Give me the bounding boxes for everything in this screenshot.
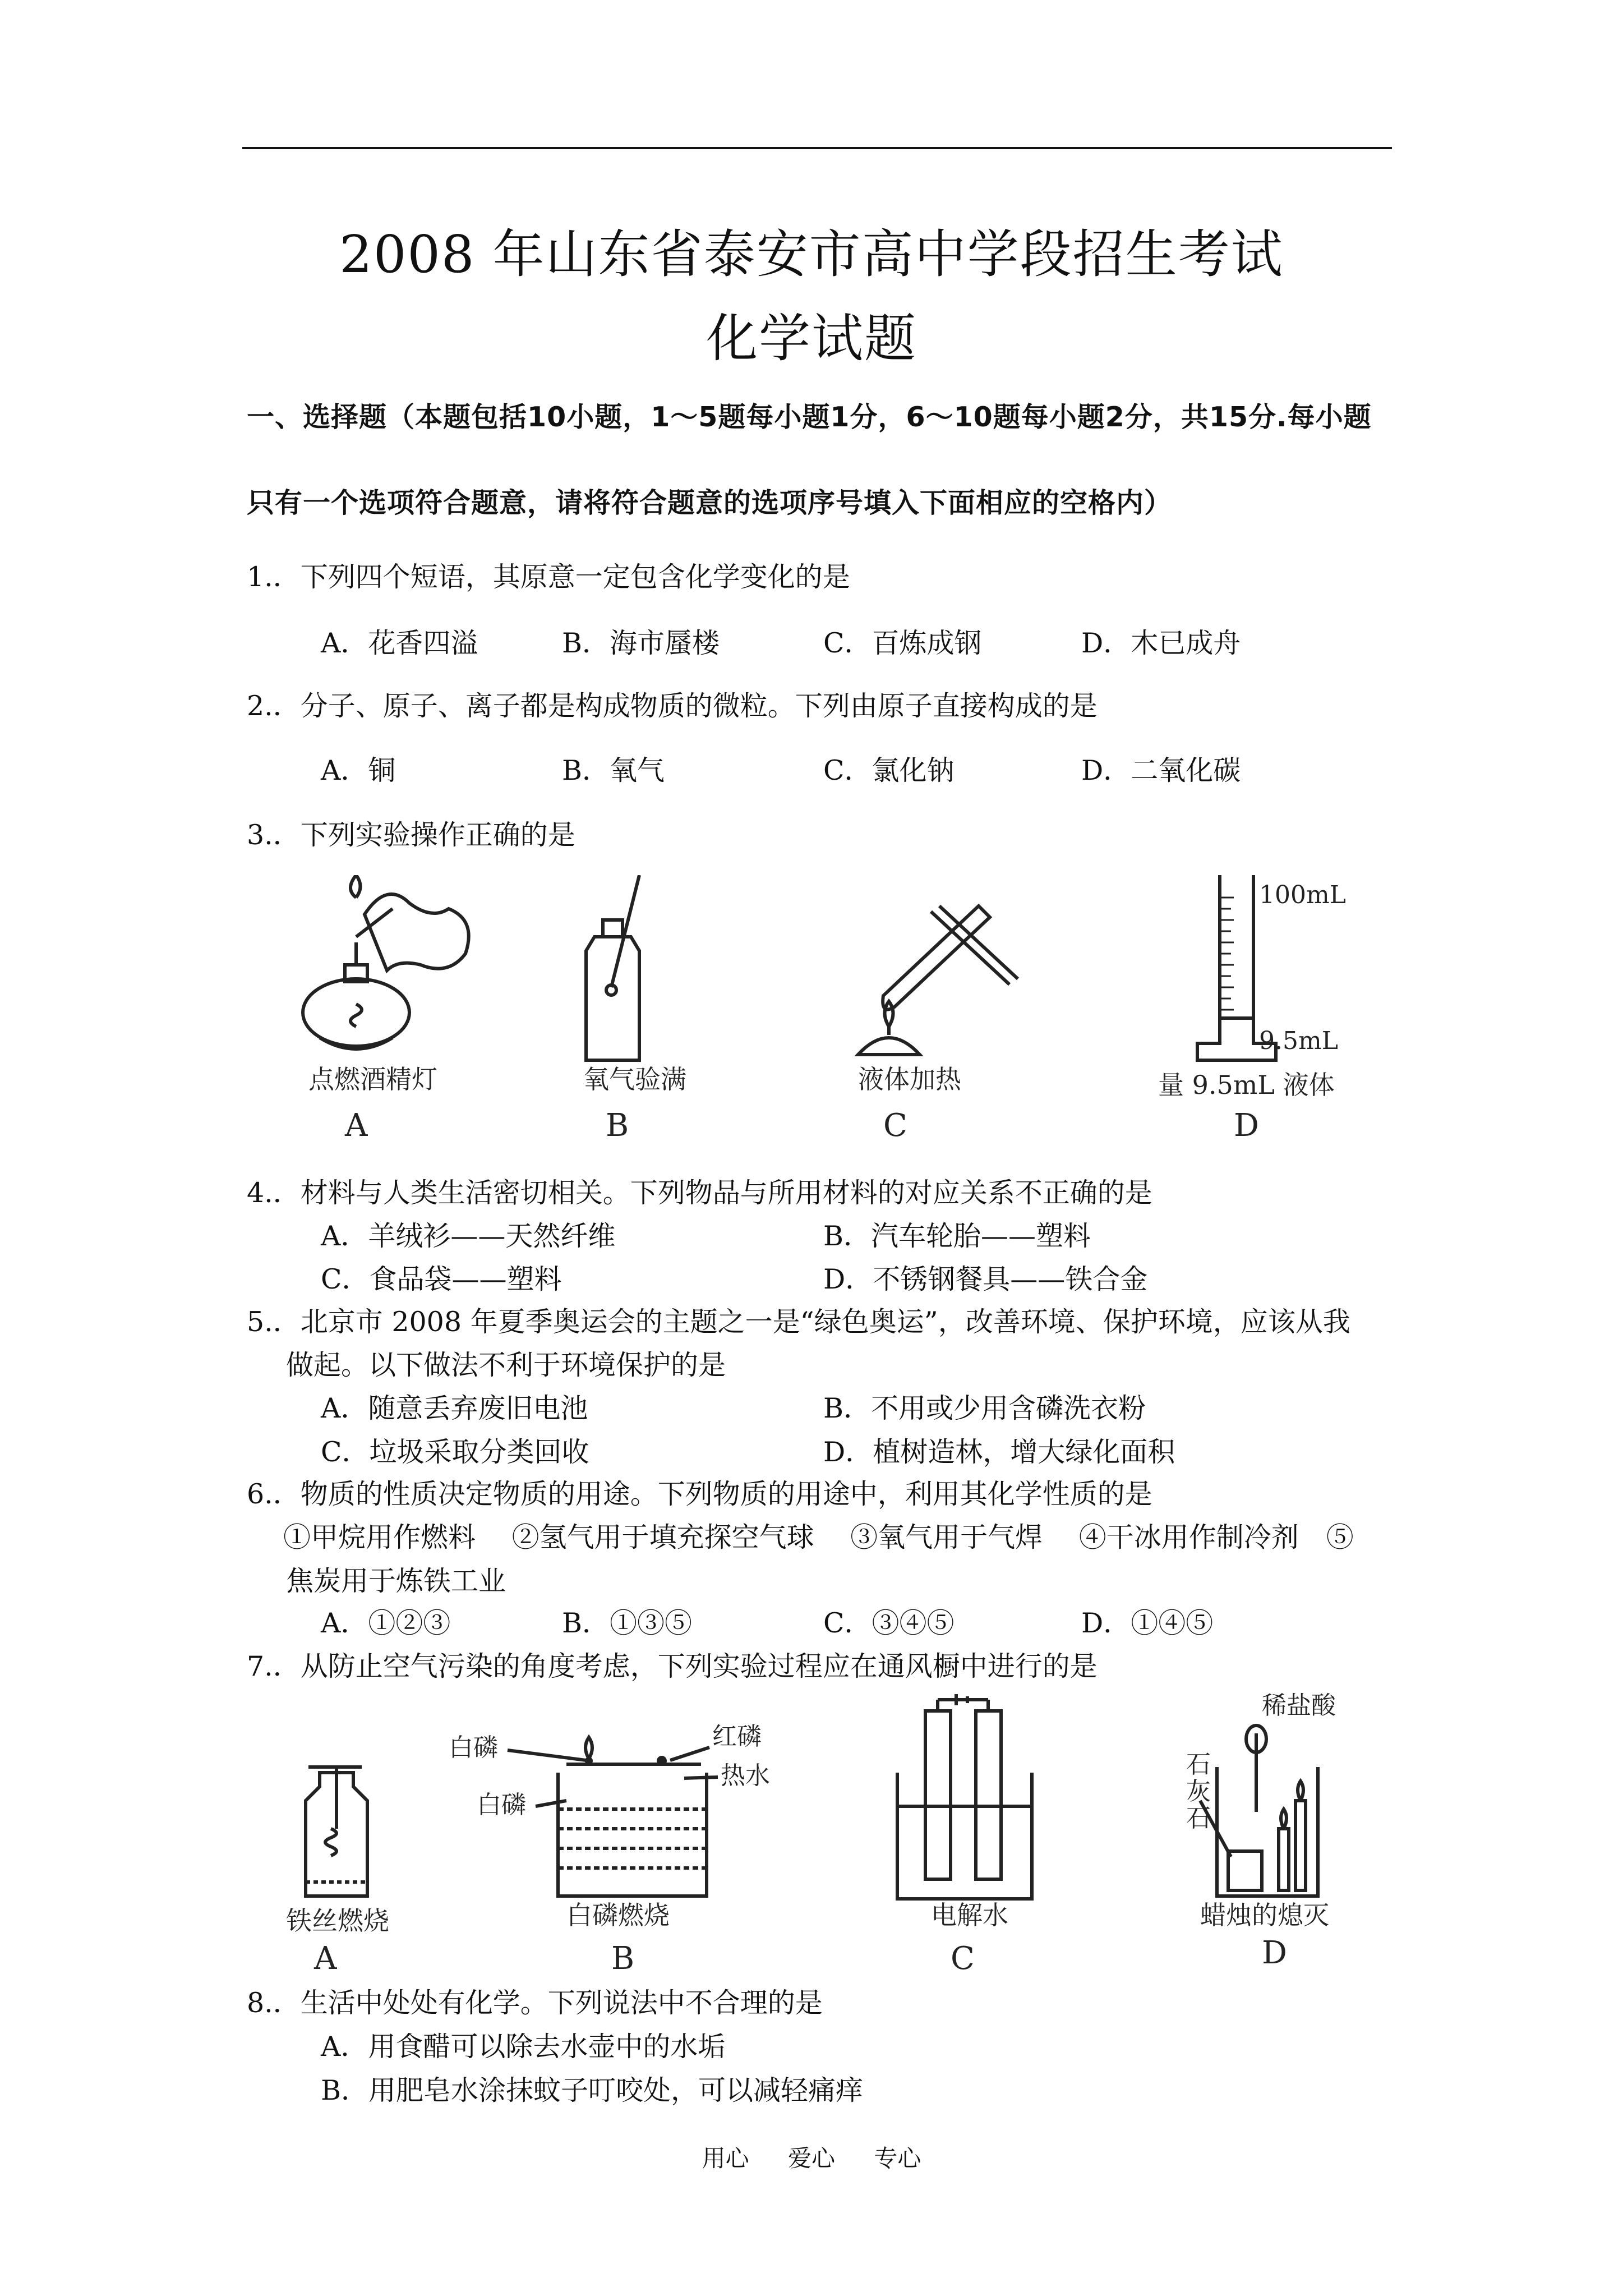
- q7-caption-b: 白磷燃烧: [566, 1900, 670, 1930]
- section-heading-line1: 一、选择题（本题包括10小题，1～5题每小题1分，6～10题每小题2分，共15分.每小题: [247, 401, 1372, 433]
- question-3-stem: 3.．下列实验操作正确的是: [247, 819, 575, 851]
- q3-letter-b: B: [606, 1107, 629, 1144]
- q2-option-b: B．氧气: [562, 754, 665, 786]
- q6-option-b: B．①③⑤: [562, 1607, 693, 1639]
- q7-d-label-limestone-1: 石: [1186, 1750, 1211, 1779]
- q4-option-d: D．不锈钢餐具——铁合金: [823, 1263, 1148, 1295]
- q3-cylinder-mid-mark: 9.5mL: [1259, 1027, 1338, 1055]
- q2-option-a: A．铜: [321, 754, 396, 786]
- q7-letter-a: A: [314, 1940, 337, 1975]
- q3-apparatus-figure: [280, 875, 1430, 1167]
- footer-item-1: 用心: [702, 2145, 749, 2172]
- q7-d-label-limestone-2: 灰: [1186, 1777, 1211, 1806]
- q7-letter-d: D: [1262, 1935, 1287, 1971]
- q6-option-d: D．①④⑤: [1081, 1607, 1214, 1639]
- q3-caption-d: 量 9.5mL 液体: [1158, 1070, 1335, 1100]
- q7-apparatus-figure: [252, 1688, 1430, 1975]
- q7-b-label-hot-water: 热水: [721, 1761, 770, 1790]
- footer-item-3: 专心: [874, 2145, 921, 2172]
- q5-option-a: A．随意丢弃废旧电池: [321, 1392, 588, 1424]
- q3-cylinder-top-mark: 100mL: [1259, 881, 1346, 909]
- q3-figure-b: [586, 875, 639, 1060]
- q3-caption-b: 氧气验满: [583, 1064, 686, 1094]
- q7-figure-b: [508, 1737, 718, 1896]
- q6-option-a: A．①②③: [321, 1607, 451, 1639]
- q7-d-label-dilute-hcl: 稀盐酸: [1262, 1691, 1336, 1720]
- q3-letter-c: C: [883, 1107, 907, 1144]
- q7-d-label-limestone-3: 石: [1186, 1804, 1211, 1833]
- q1-option-a: A．花香四溢: [321, 627, 478, 659]
- q3-caption-a: 点燃酒精灯: [308, 1064, 437, 1094]
- q8-option-b: B．用肥皂水涂抹蚊子叮咬处，可以减轻痛痒: [321, 2074, 864, 2106]
- q1-option-b: B．海市蜃楼: [562, 627, 720, 659]
- q5-option-b: B．不用或少用含磷洗衣粉: [823, 1392, 1146, 1424]
- q7-figure-c: [897, 1694, 1032, 1899]
- q3-figure-c: [858, 906, 1018, 1055]
- question-2-stem: 2.．分子、原子、离子都是构成物质的微粒。下列由原子直接构成的是: [247, 690, 1098, 722]
- question-1-stem: 1.．下列四个短语，其原意一定包含化学变化的是: [247, 561, 850, 593]
- exam-title: 2008 年山东省泰安市高中学段招生考试: [339, 224, 1284, 284]
- section-heading-line2: 只有一个选项符合题意，请将符合题意的选项序号填入下面相应的空格内）: [247, 487, 1173, 519]
- q8-option-a: A．用食醋可以除去水壶中的水垢: [321, 2031, 726, 2063]
- q1-option-c: C．百炼成钢: [823, 627, 982, 659]
- exam-subtitle: 化学试题: [706, 309, 917, 369]
- q7-figure-a: [306, 1767, 367, 1896]
- q7-letter-c: C: [951, 1940, 975, 1975]
- footer-item-2: 爱心: [787, 2145, 835, 2172]
- page-footer: [0, 2140, 1623, 2174]
- q3-letter-a: A: [345, 1107, 368, 1144]
- q4-option-c: C．食品袋——塑料: [321, 1263, 562, 1295]
- q7-caption-a: 铁丝燃烧: [286, 1906, 389, 1936]
- q6-items-line1: ①甲烷用作燃料 ②氢气用于填充探空气球 ③氧气用于气焊 ④干冰用作制冷剂 ⑤: [283, 1521, 1354, 1553]
- q7-letter-b: B: [611, 1940, 635, 1975]
- q5-option-d: D．植树造林，增大绿化面积: [823, 1436, 1175, 1468]
- q3-figure-a: [303, 875, 469, 1049]
- q2-option-c: C．氯化钠: [823, 754, 955, 786]
- q7-b-label-white-phosphorus-bottom: 白磷: [477, 1791, 526, 1819]
- q7-figure-d: [1200, 1726, 1318, 1896]
- question-6-stem: 6.．物质的性质决定物质的用途。下列物质的用途中，利用其化学性质的是: [247, 1478, 1152, 1510]
- q1-option-d: D．木已成舟: [1081, 627, 1241, 659]
- q4-option-b: B．汽车轮胎——塑料: [823, 1220, 1091, 1252]
- question-5-stem-line2: 做起。以下做法不利于环境保护的是: [286, 1349, 726, 1381]
- header-rule: [242, 147, 1392, 149]
- q3-caption-c: 液体加热: [858, 1064, 961, 1094]
- q4-option-a: A．羊绒衫——天然纤维: [321, 1220, 616, 1252]
- q7-caption-d: 蜡烛的熄灭: [1200, 1900, 1329, 1930]
- q6-items-line2: 焦炭用于炼铁工业: [286, 1565, 506, 1597]
- q7-caption-c: 电解水: [931, 1900, 1008, 1930]
- question-4-stem: 4.．材料与人类生活密切相关。下列物品与所用材料的对应关系不正确的是: [247, 1177, 1152, 1209]
- question-8-stem: 8.．生活中处处有化学。下列说法中不合理的是: [247, 1987, 823, 2019]
- q6-option-c: C．③④⑤: [823, 1607, 955, 1639]
- q2-option-d: D．二氧化碳: [1081, 754, 1241, 786]
- q3-letter-d: D: [1234, 1107, 1259, 1144]
- q5-option-c: C．垃圾采取分类回收: [321, 1436, 589, 1468]
- q7-b-label-red-phosphorus: 红磷: [712, 1722, 762, 1751]
- q3-cylinder-ticks: [1220, 898, 1234, 1010]
- question-5-stem-line1: 5.．北京市 2008 年夏季奥运会的主题之一是“绿色奥运”，改善环境、保护环境，应该从我: [247, 1306, 1350, 1338]
- q7-b-label-white-phosphorus-top: 白磷: [449, 1733, 498, 1762]
- question-7-stem: 7.．从防止空气污染的角度考虑，下列实验过程应在通风橱中进行的是: [247, 1650, 1098, 1682]
